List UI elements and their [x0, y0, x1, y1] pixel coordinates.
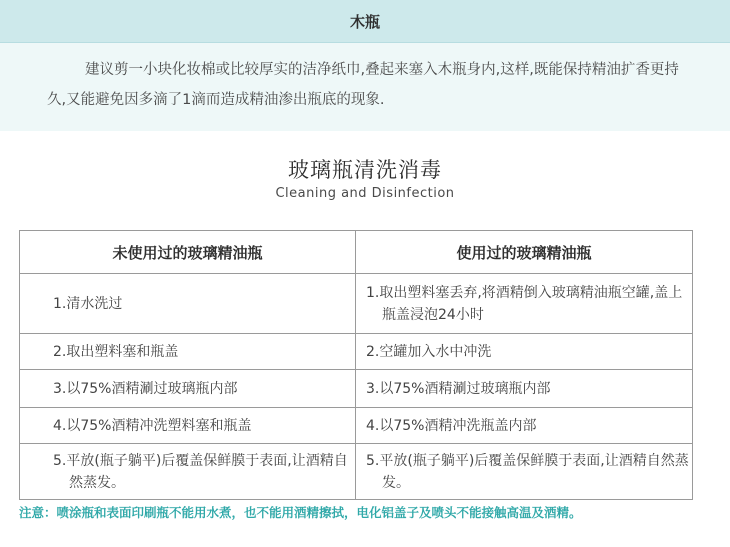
table-cell-text: 5.平放(瓶子躺平)后覆盖保鲜膜于表面,让酒精自然蒸发。 [366, 452, 689, 491]
wood-bottle-header [0, 0, 730, 43]
table-row [20, 370, 693, 408]
table-row [20, 334, 693, 370]
table-row [20, 274, 693, 334]
wood-bottle-note [0, 43, 730, 131]
table-cell: 3.以75%酒精涮过玻璃瓶内部 [20, 370, 356, 408]
table-cell: 4.以75%酒精冲洗塑料塞和瓶盖 [20, 408, 356, 444]
wood-bottle-text: 建议剪一小块化妆棉或比较厚实的洁净纸巾,叠起来塞入木瓶身内,这样,既能保持精油扩香更持久,又能避免因多滴了1滴而造成精油渗出瓶底的现象. [47, 62, 679, 108]
table-cell [356, 444, 693, 500]
table-cell: 2.空罐加入水中冲洗 [356, 334, 693, 370]
table-cell [356, 274, 693, 334]
table-cell: 3.以75%酒精涮过玻璃瓶内部 [356, 370, 693, 408]
table-row [20, 444, 693, 500]
table-cell [20, 444, 356, 500]
section-subtitle: Cleaning and Disinfection [275, 186, 455, 201]
caution-note: 注意：喷涂瓶和表面印刷瓶不能用水煮，也不能用酒精擦拭，电化铝盖子及喷头不能接触高温及酒精。 [19, 505, 582, 520]
cleaning-table [19, 230, 693, 500]
table-cell: 1.清水洗过 [20, 274, 356, 334]
section-title: 玻璃瓶清洗消毒 [288, 158, 442, 182]
column-header-unused: 未使用过的玻璃精油瓶 [20, 231, 356, 274]
table-cell: 2.取出塑料塞和瓶盖 [20, 334, 356, 370]
column-header-used: 使用过的玻璃精油瓶 [356, 231, 693, 274]
table-row [20, 408, 693, 444]
table-header-row [20, 231, 693, 274]
table-cell-text: 1.取出塑料塞丢弃,将酒精倒入玻璃精油瓶空罐,盖上瓶盖浸泡24小时 [366, 284, 683, 323]
wood-bottle-title: 木瓶 [349, 12, 380, 31]
table-cell-text: 5.平放(瓶子躺平)后覆盖保鲜膜于表面,让酒精自然蒸发。 [53, 452, 348, 491]
table-cell: 4.以75%酒精冲洗瓶盖内部 [356, 408, 693, 444]
